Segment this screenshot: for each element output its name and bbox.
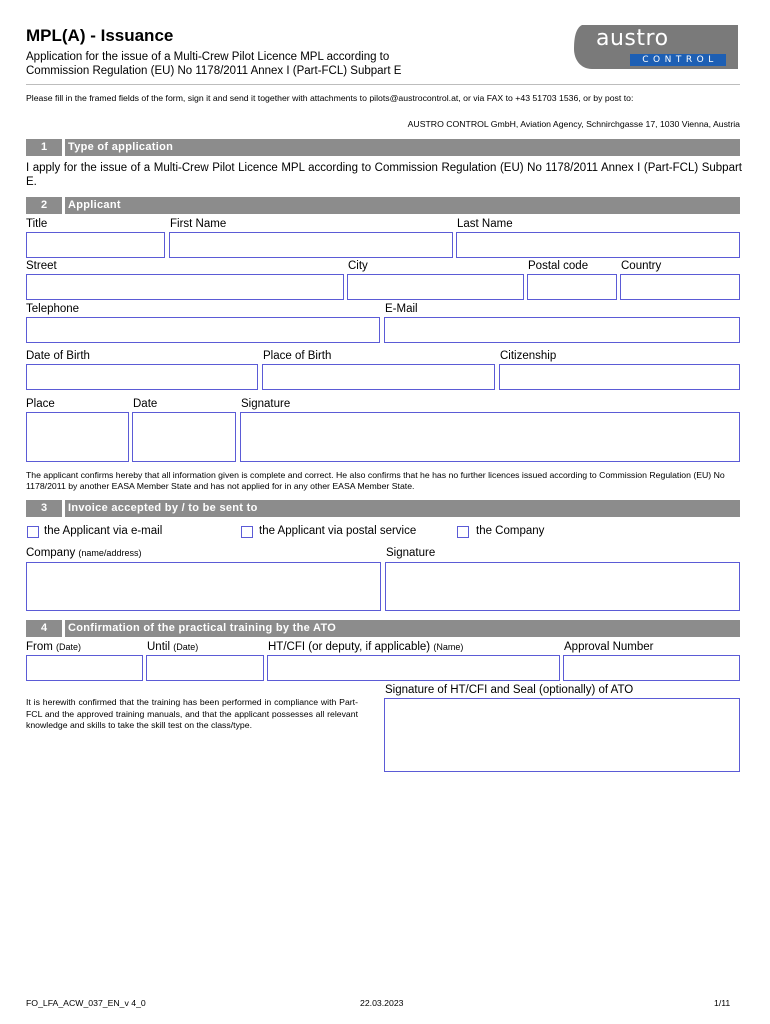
form-code: FO_LFA_ACW_037_EN_v 4_0 (26, 998, 146, 1008)
title-label: Title (26, 218, 48, 230)
invoice-company-checkbox[interactable] (457, 526, 469, 538)
htcfi-label-note: (Name) (433, 642, 464, 652)
section-number: 1 (26, 139, 62, 156)
date-of-birth-field[interactable] (26, 364, 258, 390)
invoice-signature-label: Signature (386, 547, 436, 559)
invoice-email-checkbox[interactable] (27, 526, 39, 538)
date-of-birth-label: Date of Birth (26, 350, 90, 362)
approval-number-label: Approval Number (564, 641, 654, 653)
company-field[interactable] (26, 562, 381, 611)
from-date-field[interactable] (26, 655, 143, 681)
first-name-label: First Name (170, 218, 227, 230)
street-label: Street (26, 260, 57, 272)
htcfi-name-label (268, 641, 463, 653)
section-2-header (26, 197, 740, 214)
invoice-signature-field[interactable] (385, 562, 740, 611)
last-name-label: Last Name (457, 218, 513, 230)
place-of-birth-label: Place of Birth (263, 350, 332, 362)
from-label-note: (Date) (56, 642, 82, 652)
until-label-text: Until (147, 641, 171, 653)
page-number: 1/11 (714, 998, 731, 1008)
ato-signature-seal-field[interactable] (384, 698, 740, 772)
section-4-header (26, 620, 740, 637)
place-label: Place (26, 398, 55, 410)
company-label (26, 547, 141, 559)
telephone-label: Telephone (26, 303, 80, 315)
until-date-field[interactable] (146, 655, 264, 681)
invoice-email-label: the Applicant via e-mail (44, 525, 163, 537)
section-number: 2 (26, 197, 62, 214)
htcfi-label-text: HT/CFI (or deputy, if applicable) (268, 641, 431, 653)
email-field[interactable] (384, 317, 740, 343)
city-label: City (348, 260, 368, 272)
city-field[interactable] (347, 274, 524, 300)
postal-code-field[interactable] (527, 274, 617, 300)
subtitle-line-2: Commission Regulation (EU) No 1178/2011 Annex I (Part-FCL) Subpart E (26, 65, 402, 77)
section-label: Invoice accepted by / to be sent to (65, 500, 740, 517)
country-label: Country (621, 260, 662, 272)
page-subtitle (26, 50, 546, 78)
signature-label: Signature (241, 398, 291, 410)
postal-code-label: Postal code (528, 260, 589, 272)
company-label-text: Company (26, 547, 76, 559)
application-statement: I apply for the issue of a Multi-Crew Pilot Licence MPL according to Commission Regulation (EU) No 1178/2011 Annex I (Part-FCL) Subpart E. (26, 162, 742, 188)
citizenship-label: Citizenship (500, 350, 557, 362)
place-field[interactable] (26, 412, 129, 462)
training-confirmation-text: It is herewith confirmed that the training has been performed in compliance with Part-FCL and the approved training manuals, and that the applicant possesses all relevant knowledge and skills to take the skill test on the class/type. (26, 697, 358, 730)
first-name-field[interactable] (169, 232, 453, 258)
from-date-label (26, 641, 81, 653)
page-title: MPL(A) - Issuance (26, 26, 174, 45)
intro-text: Please fill in the framed fields of the form, sign it and send it together with attachments to pilots@austrocontrol.at, or via FAX to +43 51703 1536, or by post to: (26, 93, 634, 103)
until-label-note: (Date) (173, 642, 199, 652)
postal-address: AUSTRO CONTROL GmbH, Aviation Agency, Schnirchgasse 17, 1030 Vienna, Austria (407, 119, 740, 129)
country-field[interactable] (620, 274, 740, 300)
form-date: 22.03.2023 (360, 998, 404, 1008)
applicant-confirmation-text: The applicant confirms hereby that all information given is complete and correct. He also confirms that he has no further licences issued according to Commission Regulation (EU) No 1178/2011 by another EASA Member State and has not applied for in any other EASA Member State. (26, 470, 725, 491)
header-divider (26, 84, 740, 85)
section-label: Confirmation of the practical training by the ATO (65, 620, 740, 637)
until-date-label (147, 641, 198, 653)
telephone-field[interactable] (26, 317, 380, 343)
street-field[interactable] (26, 274, 344, 300)
ato-signature-label: Signature of HT/CFI and Seal (optionally) of ATO (385, 684, 634, 696)
section-label: Type of application (65, 139, 740, 156)
austro-control-logo (572, 25, 738, 69)
email-label: E-Mail (385, 303, 418, 315)
section-number: 4 (26, 620, 62, 637)
citizenship-field[interactable] (499, 364, 740, 390)
invoice-company-label: the Company (476, 525, 545, 537)
invoice-postal-label: the Applicant via postal service (259, 525, 417, 537)
company-label-note: (name/address) (78, 548, 142, 558)
section-1-header (26, 139, 740, 156)
applicant-signature-field[interactable] (240, 412, 740, 462)
logo-text-top: austro (596, 26, 669, 51)
htcfi-name-field[interactable] (267, 655, 560, 681)
title-field[interactable] (26, 232, 165, 258)
date-field[interactable] (132, 412, 236, 462)
section-number: 3 (26, 500, 62, 517)
logo-text-bottom: CONTROL (642, 55, 718, 65)
from-label-text: From (26, 641, 53, 653)
approval-number-field[interactable] (563, 655, 740, 681)
section-3-header (26, 500, 740, 517)
last-name-field[interactable] (456, 232, 740, 258)
section-label: Applicant (65, 197, 740, 214)
date-label: Date (133, 398, 158, 410)
subtitle-line-1: Application for the issue of a Multi-Crew Pilot Licence MPL according to (26, 51, 390, 63)
invoice-postal-checkbox[interactable] (241, 526, 253, 538)
place-of-birth-field[interactable] (262, 364, 495, 390)
